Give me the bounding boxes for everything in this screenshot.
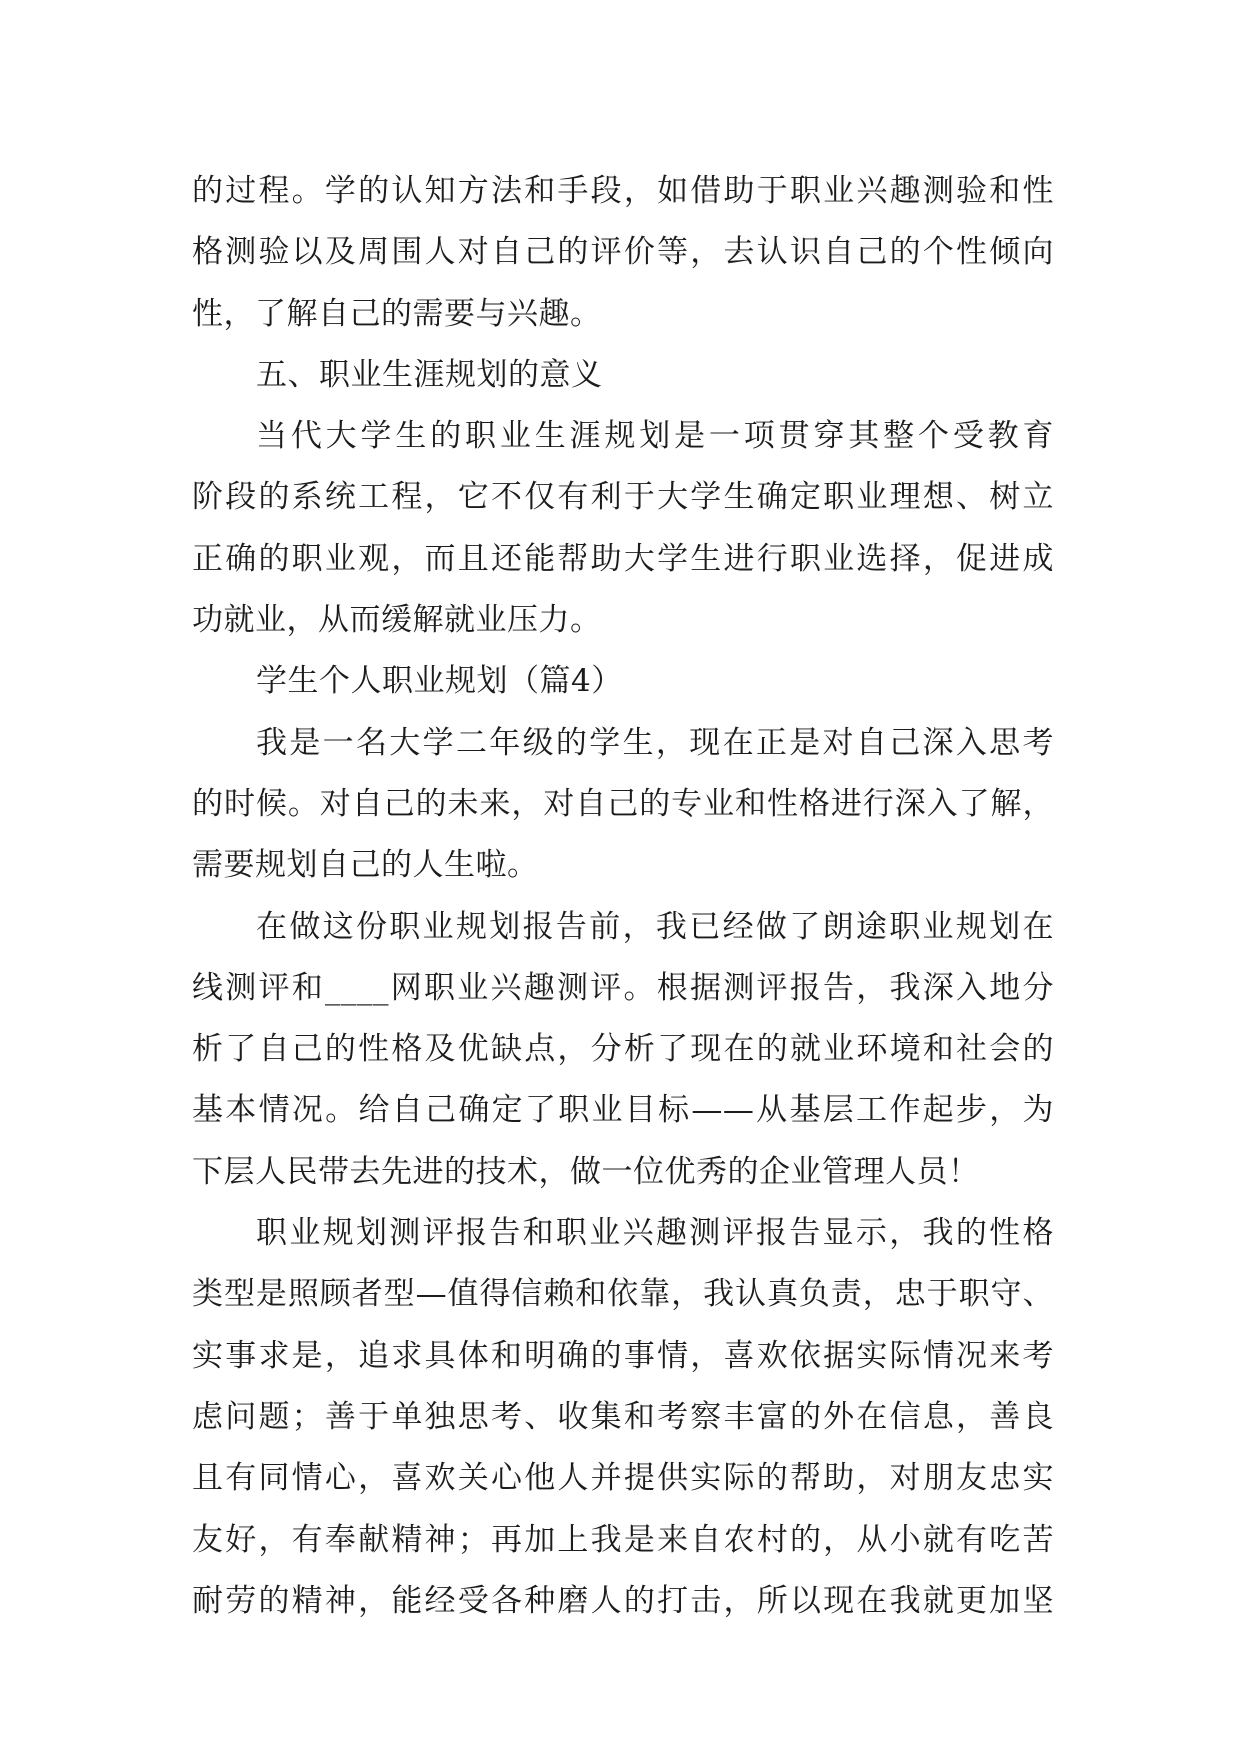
document-body xyxy=(192,161,1054,1632)
text-line: 格测验以及周围人对自己的评价等，去认识自己的个性倾向 xyxy=(192,234,1054,271)
text-line: 阶段的系统工程，它不仅有利于大学生确定职业理想、树立 xyxy=(192,479,1054,516)
article-heading: 学生个人职业规划（篇4） xyxy=(256,663,623,700)
text-line: 虑问题；善于单独思考、收集和考察丰富的外在信息，善良 xyxy=(192,1398,1054,1435)
text-line: 析了自己的性格及优缺点，分析了现在的就业环境和社会的 xyxy=(192,1031,1054,1068)
text-line: 在做这份职业规划报告前，我已经做了朗途职业规划在 xyxy=(256,908,1054,945)
text-line: 下层人民带去先进的技术，做一位优秀的企业管理人员！ xyxy=(192,1153,980,1190)
text-line: 的时候。对自己的未来，对自己的专业和性格进行深入了解， xyxy=(192,785,1054,822)
text-line: 且有同情心，喜欢关心他人并提供实际的帮助，对朋友忠实 xyxy=(192,1460,1054,1497)
text-line: 耐劳的精神，能经受各种磨人的打击，所以现在我就更加坚 xyxy=(192,1582,1054,1619)
text-line: 类型是照顾者型—值得信赖和依靠，我认真负责，忠于职守、 xyxy=(192,1276,1054,1313)
text-line: 功就业，从而缓解就业压力。 xyxy=(192,602,602,639)
text-line: 需要规划自己的人生啦。 xyxy=(192,847,539,884)
text-line: 的过程。学的认知方法和手段，如借助于职业兴趣测验和性 xyxy=(192,173,1054,209)
text-line: 实事求是，追求具体和明确的事情，喜欢依据实际情况来考 xyxy=(192,1337,1054,1374)
text-line: 我是一名大学二年级的学生，现在正是对自己深入思考 xyxy=(256,724,1054,761)
text-line: 性，了解自己的需要与兴趣。 xyxy=(192,295,602,332)
section-heading: 五、职业生涯规划的意义 xyxy=(256,356,603,393)
text-line: 基本情况。给自己确定了职业目标——从基层工作起步，为 xyxy=(192,1092,1054,1129)
text-line: 职业规划测评报告和职业兴趣测评报告显示，我的性格 xyxy=(256,1215,1054,1252)
text-line: 友好，有奉献精神；再加上我是来自农村的，从小就有吃苦 xyxy=(192,1521,1054,1558)
text-line: 线测评和____网职业兴趣测评。根据测评报告，我深入地分 xyxy=(192,969,1054,1006)
text-line: 正确的职业观，而且还能帮助大学生进行职业选择，促进成 xyxy=(192,540,1054,577)
text-line: 当代大学生的职业生涯规划是一项贯穿其整个受教育 xyxy=(256,418,1054,455)
